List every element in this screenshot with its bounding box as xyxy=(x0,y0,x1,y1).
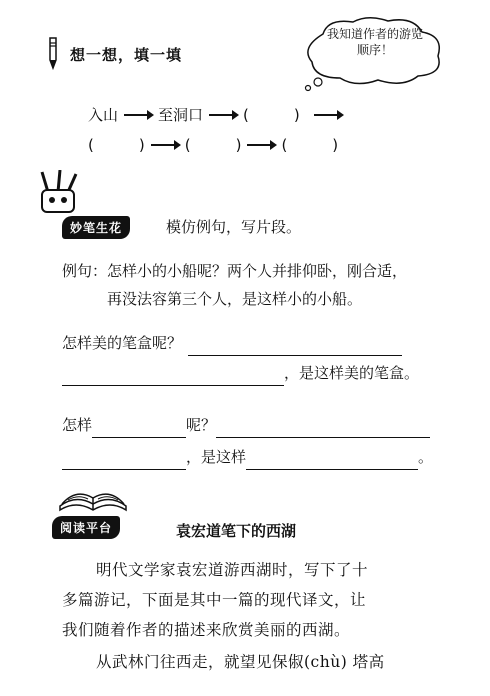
question-1-line-2: ，是这样美的笔盒。 xyxy=(62,360,419,386)
book-icon xyxy=(56,484,130,514)
flow-blank[interactable]: ( ) xyxy=(184,136,242,154)
flow-blank[interactable]: ( ) xyxy=(88,136,145,154)
answer-line[interactable] xyxy=(246,453,418,470)
question-2-line-1: 怎样 呢？ xyxy=(62,412,430,438)
arrow-icon xyxy=(247,144,275,146)
answer-line[interactable] xyxy=(62,369,284,386)
arrow-icon xyxy=(124,114,152,116)
arrow-icon xyxy=(314,114,342,116)
flow-row-2 xyxy=(88,134,338,155)
flow-row-1 xyxy=(88,104,348,125)
section-badge-read: 阅读平台 xyxy=(52,516,120,539)
arrow-icon xyxy=(151,144,179,146)
arrow-icon xyxy=(209,114,237,116)
cloud-text: 我知道作者的游览顺序！ xyxy=(326,27,423,57)
instruction-text: 模仿例句，写片段。 xyxy=(166,218,302,236)
answer-line[interactable] xyxy=(92,421,186,438)
flow-blank[interactable]: ( ) xyxy=(243,106,300,124)
flow-second: 至洞口 xyxy=(158,106,204,124)
pencil-icon xyxy=(44,36,62,70)
paragraph-1-line-1: 明代文学家袁宏道游西湖时，写下了十 xyxy=(96,561,369,579)
paragraph-1-line-2: 多篇游记，下面是其中一篇的现代译文，让 xyxy=(62,591,367,609)
flow-start: 入山 xyxy=(88,106,119,124)
example-line-1: 例句：怎样小的小船呢？两个人并排仰卧，刚合适， xyxy=(62,262,408,280)
example-label: 例句： xyxy=(62,262,108,280)
paragraph-2-line-1: 从武林门往西走，就望见保俶(chù) 塔高 xyxy=(96,653,385,671)
flow-blank[interactable]: ( ) xyxy=(281,136,339,154)
paragraph-1-line-3: 我们随着作者的描述来欣赏美丽的西湖。 xyxy=(62,621,351,639)
question-1-line-1: 怎样美的笔盒呢？ xyxy=(62,330,402,356)
example-line-2: 再没法容第三个人，是这样小的小船。 xyxy=(107,290,363,308)
answer-line[interactable] xyxy=(188,339,402,356)
article-title: 袁宏道笔下的西湖 xyxy=(176,522,297,540)
answer-line[interactable] xyxy=(62,453,186,470)
section-title-fill: 想一想，填一填 xyxy=(70,46,183,64)
section-badge-write: 妙笔生花 xyxy=(62,216,130,239)
answer-line[interactable] xyxy=(216,421,430,438)
pen-holder-icon xyxy=(36,170,82,214)
question-2-line-2: ，是这样 。 xyxy=(62,444,433,470)
